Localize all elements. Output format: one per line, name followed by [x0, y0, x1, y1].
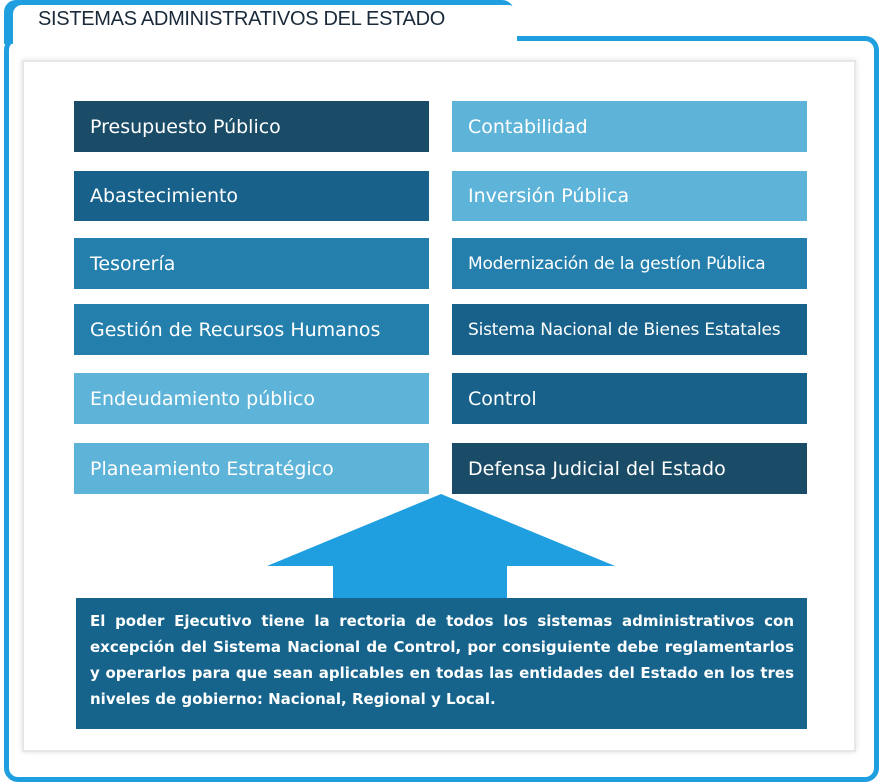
system-box-inversion: [452, 171, 807, 221]
system-label: Presupuesto Público: [90, 115, 281, 138]
system-box-tesoreria: [74, 238, 429, 289]
executive-note-text: El poder Ejecutivo tiene la rectoria de todos los sistemas administrativos con excepción del Sistema Nacional de Control, por consiguiente debe reglamentarlos y operarlos para que sean aplicables en todas las entidades del Estado en los tres niveles de gobierno: Nacional, Regional y Local.: [90, 612, 794, 708]
system-box-planeamiento: [74, 443, 429, 494]
system-label: Planeamiento Estratégico: [90, 457, 334, 480]
up-arrow-shape: [267, 494, 615, 600]
diagram-title: SISTEMAS ADMINISTRATIVOS DEL ESTADO: [38, 8, 445, 30]
executive-note: [76, 598, 807, 729]
system-box-modernizacion: [452, 238, 807, 289]
system-box-abastecimiento: [74, 171, 429, 221]
system-label: Inversión Pública: [468, 185, 630, 207]
system-box-bienes-estatales: [452, 304, 807, 355]
system-label: Tesorería: [90, 252, 176, 275]
system-label: Gestión de Recursos Humanos: [90, 318, 381, 341]
system-box-contabilidad: [452, 101, 807, 152]
system-box-control: [452, 373, 807, 424]
system-label: Abastecimiento: [90, 185, 239, 207]
system-box-defensa-judicial: [452, 443, 807, 494]
system-label: Contabilidad: [468, 115, 588, 138]
system-box-recursos-humanos: [74, 304, 429, 355]
up-arrow-icon: [267, 494, 615, 600]
system-label: Modernización de la gestíon Pública: [468, 253, 766, 274]
system-box-presupuesto: [74, 101, 429, 152]
system-label: Control: [468, 387, 537, 410]
system-box-endeudamiento: [74, 373, 429, 424]
system-label: Endeudamiento público: [90, 387, 315, 410]
system-label: Defensa Judicial del Estado: [468, 457, 726, 480]
system-label: Sistema Nacional de Bienes Estatales: [468, 319, 781, 340]
